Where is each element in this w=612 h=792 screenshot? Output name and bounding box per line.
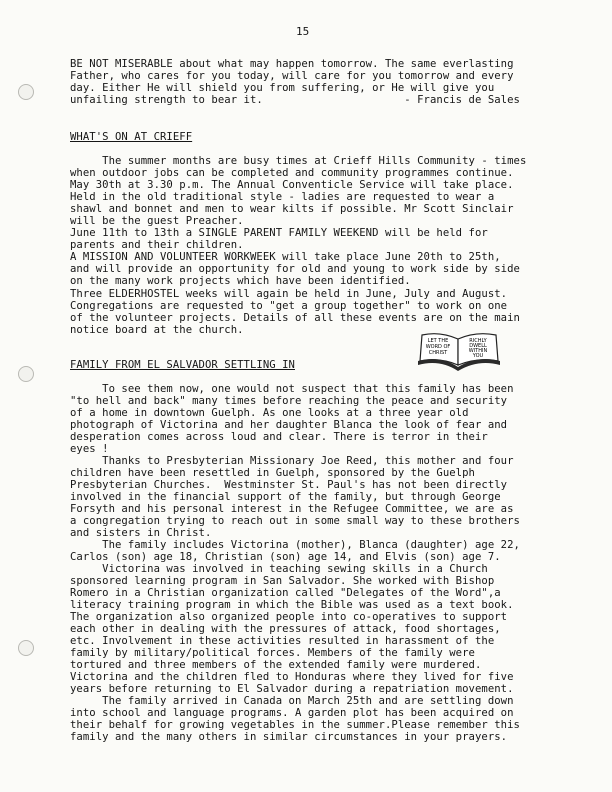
paragraph-line: Forsyth and his personal interest in the Refugee Committee, we are as	[70, 503, 514, 515]
paragraph-line: each other in dealing with the pressures of attack, food shortages,	[70, 623, 501, 635]
bible-right-line: DWELL	[469, 343, 487, 349]
paragraph-line: eyes !	[70, 443, 109, 455]
paragraph-line: Three ELDERHOSTEL weeks will again be held in June, July and August.	[70, 288, 508, 300]
paragraph-line: a congregation trying to reach out in some small way to these brothers	[70, 515, 520, 527]
paragraph-line: Held in the old traditional style - ladies are requested to wear a	[70, 191, 495, 203]
paragraph-line: photograph of Victorina and her daughter Blanca the look of fear and	[70, 419, 508, 431]
paragraph-line: Congregations are requested to "get a group together" to work on one	[70, 300, 508, 312]
paragraph-line: notice board at the church.	[70, 324, 244, 336]
bible-left-line: CHRIST	[428, 350, 448, 356]
paragraph-line: The family arrived in Canada on March 25th and are settling down	[70, 695, 514, 707]
paragraph-line: their behalf for growing vegetables in the summer.Please remember this	[70, 719, 520, 731]
paragraph-line: involved in the financial support of the family, but through George	[70, 491, 501, 503]
punch-hole-middle	[18, 366, 34, 382]
paragraph-line: The family includes Victorina (mother), Blanca (daughter) age 22,	[70, 539, 520, 551]
paragraph-line: tortured and three members of the extended family were murdered.	[70, 659, 482, 671]
paragraph-line: Victorina and the children fled to Honduras where they lived for five	[70, 671, 514, 683]
paragraph-line: Carlos (son) age 18, Christian (son) age 14, and Elvis (son) age 7.	[70, 551, 501, 563]
bible-right-line: WITHIN	[468, 348, 488, 354]
paragraph-line: and sisters in Christ.	[70, 527, 212, 539]
punch-hole-bottom	[18, 640, 34, 656]
paragraph-line: will be the guest Preacher.	[70, 215, 244, 227]
paragraph-line: "to hell and back" many times before reaching the peace and security	[70, 395, 508, 407]
paragraph-line: children have been resettled in Guelph, sponsored by the Guelph	[70, 467, 475, 479]
paragraph-line: shawl and bonnet and men to wear kilts if possible. Mr Scott Sinclair	[70, 203, 514, 215]
quote-line: BE NOT MISERABLE about what may happen tomorrow. The same everlasting	[70, 58, 514, 70]
punch-hole-top	[18, 84, 34, 100]
paragraph-line: of the volunteer projects. Details of all these events are on the main	[70, 312, 520, 324]
bible-right-line: YOU	[472, 353, 484, 359]
paragraph-line: years before returning to El Salvador during a repatriation movement.	[70, 683, 514, 695]
bible-left-line: WORD OF	[425, 344, 451, 350]
paragraph-line: when outdoor jobs can be completed and community programmes continue.	[70, 167, 514, 179]
bible-left-line: LET THE	[427, 338, 449, 344]
paragraph-line: Victorina was involved in teaching sewing skills in a Church	[70, 563, 488, 575]
page-number: 15	[296, 25, 310, 38]
paragraph-line: June 11th to 13th a SINGLE PARENT FAMILY WEEKEND will be held for	[70, 227, 488, 239]
paragraph-line: etc. Involvement in these activities resulted in harassment of the	[70, 635, 495, 647]
paragraph-line: parents and their children.	[70, 239, 244, 251]
quote-line: unfailing strength to bear it. - Francis de Sales	[70, 94, 520, 106]
paragraph-line: To see them now, one would not suspect that this family has been	[70, 383, 514, 395]
paragraph-line: into school and language programs. A garden plot has been acquired on	[70, 707, 514, 719]
paragraph-line: May 30th at 3.30 p.m. The Annual Conventicle Service will take place.	[70, 179, 514, 191]
paragraph-line: family by military/political forces. Members of the family were	[70, 647, 475, 659]
section-heading: FAMILY FROM EL SALVADOR SETTLING IN	[70, 359, 295, 371]
paragraph-line: and will provide an opportunity for old and young to work side by side	[70, 263, 520, 275]
quote-line: day. Either He will shield you from suffering, or He will give you	[70, 82, 495, 94]
paragraph-line: literacy training program in which the Bible was used as a text book.	[70, 599, 514, 611]
paragraph-line: The summer months are busy times at Crieff Hills Community - times	[70, 155, 527, 167]
paragraph-line: Thanks to Presbyterian Missionary Joe Reed, this mother and four	[70, 455, 514, 467]
paragraph-line: family and the many others in similar circumstances in your prayers.	[70, 731, 508, 743]
paragraph-line: desperation comes across loud and clear. There is terror in their	[70, 431, 488, 443]
paragraph-line: The organization also organized people into co-operatives to support	[70, 611, 508, 623]
paragraph-line: sponsored learning program in San Salvador. She worked with Bishop	[70, 575, 495, 587]
paragraph-line: Romero in a Christian organization called "Delegates of the Word",a	[70, 587, 501, 599]
section-heading: WHAT'S ON AT CRIEFF	[70, 131, 193, 143]
paragraph-line: on the many work projects which have been identified.	[70, 275, 411, 287]
bible-right-line: RICHLY	[469, 338, 487, 344]
paragraph-line: of a home in downtown Guelph. As one looks at a three year old	[70, 407, 469, 419]
paragraph-line: A MISSION AND VOLUNTEER WORKWEEK will take place June 20th to 25th,	[70, 251, 501, 263]
paragraph-line: Presbyterian Churches. Westminster St. Paul's has not been directly	[70, 479, 508, 491]
quote-line: Father, who cares for you today, will care for you tomorrow and every	[70, 70, 514, 82]
